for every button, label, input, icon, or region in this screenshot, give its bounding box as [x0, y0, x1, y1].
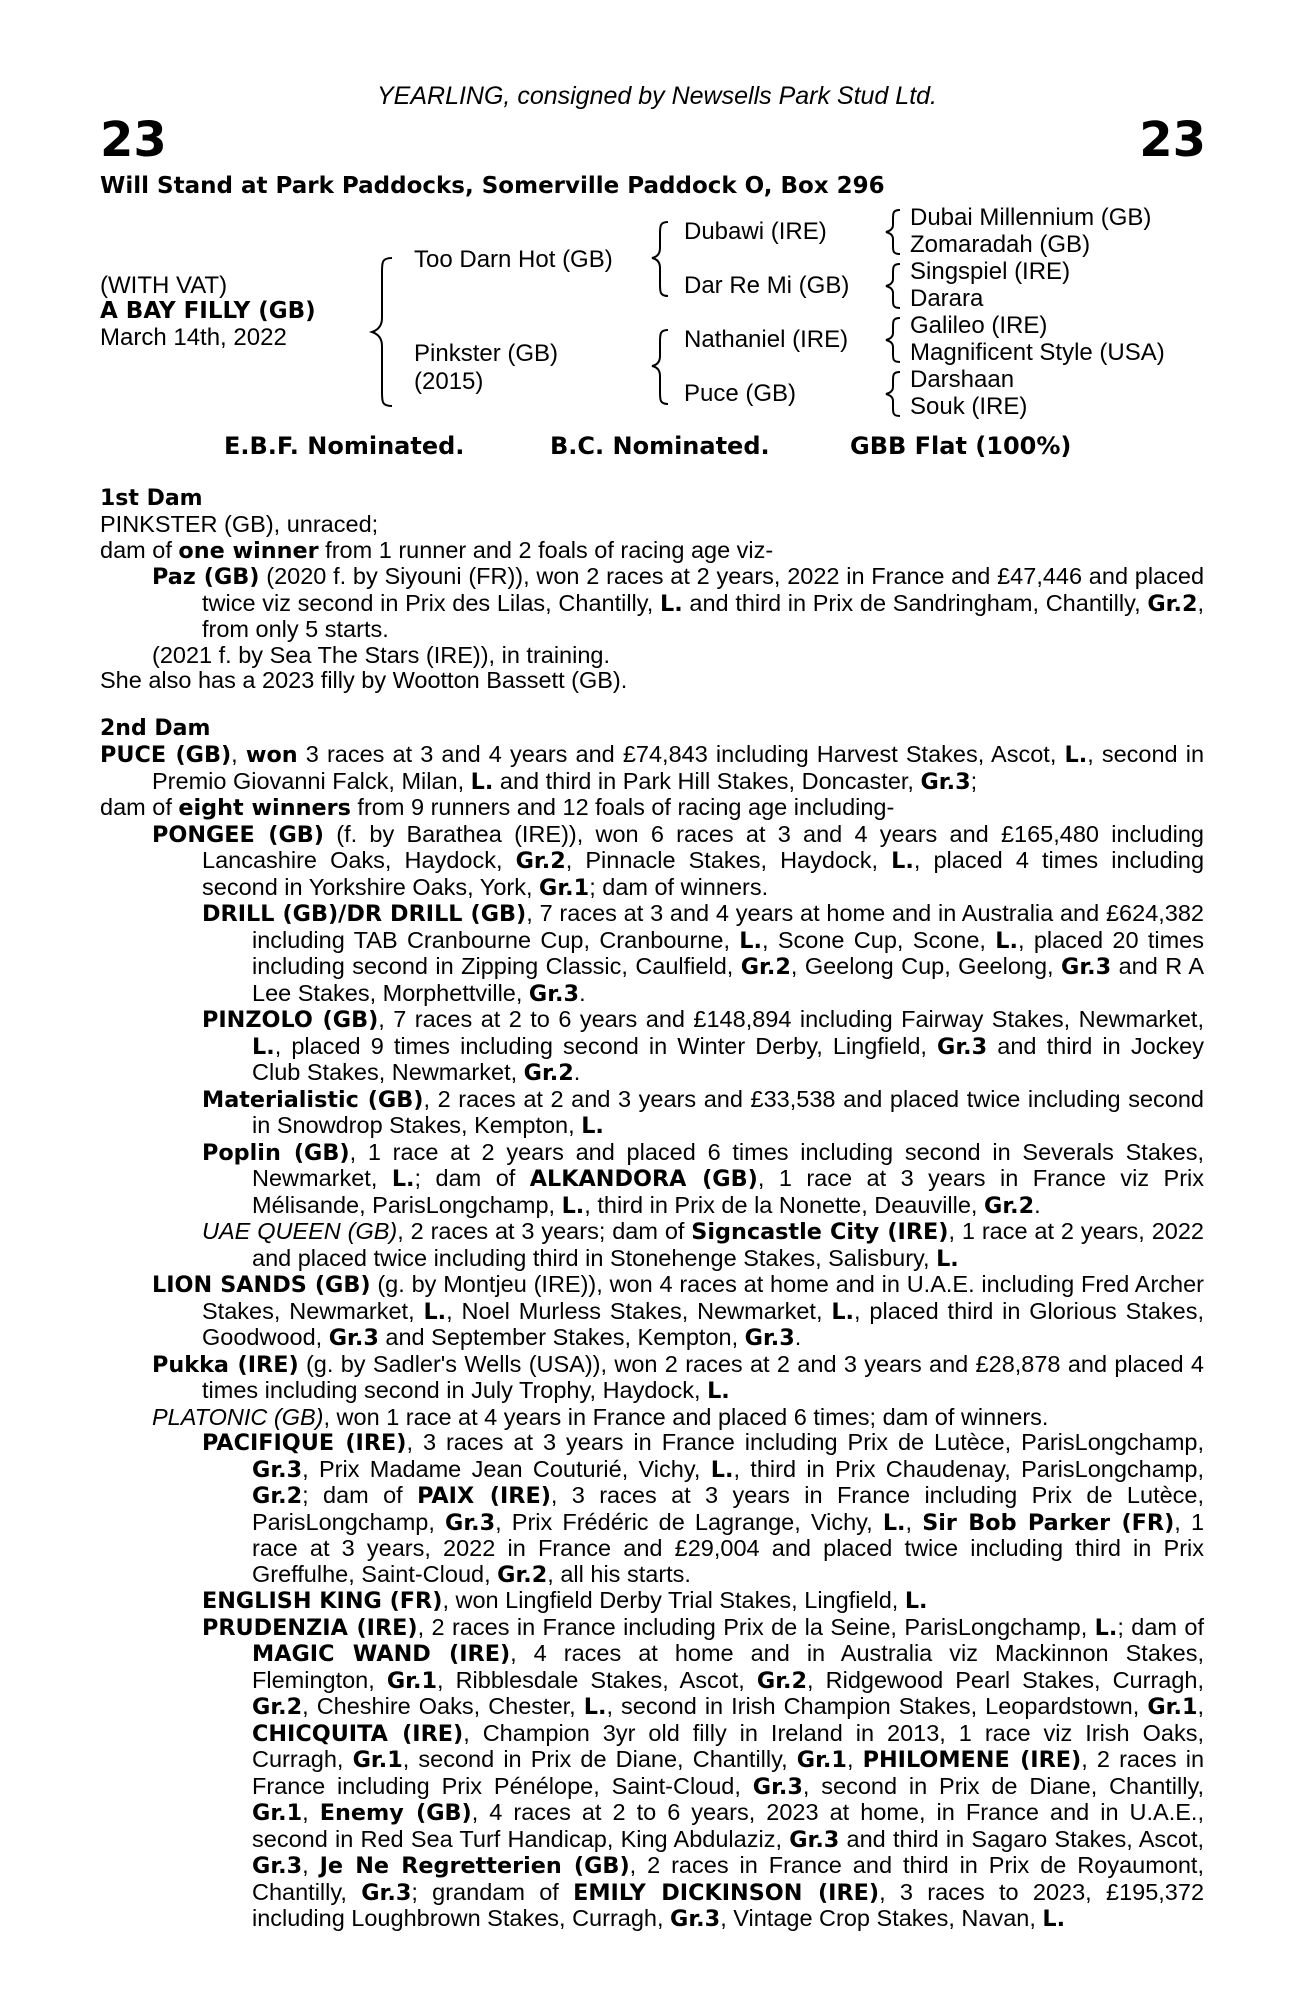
second-dam-heading: 2nd Dam [100, 716, 211, 741]
first-dam-text: PINKSTER (GB), unraced; dam of one winner from 1 runner and 2 foals of racing age viz- Paz (GB) (2020 f. by Siyouni (FR)), won 2 races at 2 years, 2022 in France and £47,446 and placed twice viz second in Prix des Lilas, Chantilly, L. and third in Prix de Sandringham, Chantilly, Gr.2, from only 5 starts. (2021 f. by Sea The Stars (IRE)), in training. She also has a 2023 filly by Wootton Bassett (GB). [100, 511, 1205, 693]
horse-name: A BAY FILLY (GB) [100, 298, 316, 324]
stand-location: Will Stand at Park Paddocks, Somerville Paddock O, Box 296 [100, 173, 885, 199]
ancestor-3: Singspiel (IRE) [910, 258, 1071, 285]
bc-nomination: B.C. Nominated. [550, 432, 770, 460]
dam-sire: Nathaniel (IRE) [684, 326, 849, 353]
dam: Pinkster (GB) [414, 340, 559, 367]
ancestor-2: Zomaradah (GB) [910, 231, 1091, 258]
ancestor-6: Magnificent Style (USA) [910, 339, 1165, 366]
dam-dam: Puce (GB) [684, 380, 797, 407]
vat-label: (WITH VAT) [100, 272, 228, 299]
dam-year: (2015) [414, 368, 484, 395]
sire-dam: Dar Re Mi (GB) [684, 272, 850, 299]
gbb-flat: GBB Flat (100%) [850, 432, 1072, 460]
sire-sire: Dubawi (IRE) [684, 218, 827, 245]
second-dam-text: PUCE (GB), won 3 races at 3 and 4 years and £74,843 including Harvest Stakes, Ascot, L., second in Premio Giovanni Falck, Milan, L. and third in Park Hill Stakes, Doncaster, Gr.3; dam of eight winners from 9 runners and 12 foals of racing age including- PONGEE (GB) (f. by Barathea (IRE)), won 6 races at 3 and 4 years and £165,480 including Lancashire Oaks, Haydock, Gr.2, Pinnacle Stakes, Haydock, L., placed 4 times including second in Yorkshire Oaks, York, Gr.1; dam of winners. DRILL (GB)/DR DRILL (GB), 7 races at 3 and 4 years at home and in Australia and £624,382 including TAB Cranbourne Cup, Cranbourne, L., Scone Cup, Scone, L., placed 20 times including second in Zipping Classic, Caulfield, Gr.2, Geelong Cup, Geelong, Gr.3 and R A Lee Stakes, Morphettville, Gr.3. PINZOLO (GB), 7 races at 2 to 6 years and £148,894 including Fairway Stakes, Newmarket, L., placed 9 times including second in Winter Derby, Lingfield, Gr.3 and third in Jockey Club Stakes, Newmarket, Gr.2. Materialistic (GB), 2 races at 2 and 3 years and £33,538 and placed twice including second in Snowdrop Stakes, Kempton, L. Poplin (GB), 1 race at 2 years and placed 6 times including second in Severals Stakes, Newmarket, L.; dam of ALKANDORA (GB), 1 race at 3 years in France viz Prix Mélisande, ParisLongchamp, L., third in Prix de la Nonette, Deauville, Gr.2. UAE QUEEN (GB), 2 races at 3 years; dam of Signcastle City (IRE), 1 race at 2 years, 2022 and placed twice including third in Stonehenge Stakes, Salisbury, L. LION SANDS (GB) (g. by Montjeu (IRE)), won 4 races at home and in U.A.E. including Fred Archer Stakes, Newmarket, L., Noel Murless Stakes, Newmarket, L., placed third in Glorious Stakes, Goodwood, Gr.3 and September Stakes, Kempton, Gr.3. Pukka (IRE) (g. by Sadler's Wells (USA)), won 2 races at 2 and 3 years and £28,878 and placed 4 times including second in July Trophy, Haydock, L. PLATONIC (GB), won 1 race at 4 years in France and placed 6 times; dam of winners. PACIFIQUE (IRE), 3 races at 3 years in France including Prix de Lutèce, ParisLongchamp, Gr.3, Prix Madame Jean Couturié, Vichy, L., third in Prix Chaudenay, ParisLongchamp, Gr.2; dam of PAIX (IRE), 3 races at 3 years in France including Prix de Lutèce, ParisLongchamp, Gr.3, Prix Frédéric de Lagrange, Vichy, L., Sir Bob Parker (FR), 1 race at 3 years, 2022 in France and £29,004 and placed twice including third in Prix Greffulhe, Saint-Cloud, Gr.2, all his starts. ENGLISH KING (FR), won Lingfield Derby Trial Stakes, Lingfield, L. PRUDENZIA (IRE), 2 races in France including Prix de la Seine, ParisLongchamp, L.; dam of MAGIC WAND (IRE), 4 races at home and in Australia viz Mackinnon Stakes, Flemington, Gr.1, Ribblesdale Stakes, Ascot, Gr.2, Ridgewood Pearl Stakes, Curragh, Gr.2, Cheshire Oaks, Chester, L., second in Irish Champion Stakes, Leopardstown, Gr.1, CHICQUITA (IRE), Champion 3yr old filly in Ireland in 2013, 1 race viz Irish Oaks, Curragh, Gr.1, second in Prix de Diane, Chantilly, Gr.1, PHILOMENE (IRE), 2 races in France including Prix Pénélope, Saint-Cloud, Gr.3, second in Prix de Diane, Chantilly, Gr.1, Enemy (GB), 4 races at 2 to 6 years, 2023 at home, in France and in U.A.E., second in Red Sea Turf Handicap, King Abdulaziz, Gr.3 and third in Sagaro Stakes, Ascot, Gr.3, Je Ne Regretterien (GB), 2 races in France and third in Prix de Royaumont, Chantilly, Gr.3; grandam of EMILY DICKINSON (IRE), 3 races to 2023, £195,372 including Loughbrown Stakes, Curragh, Gr.3, Vintage Crop Stakes, Navan, L. [100, 741, 1205, 1932]
ancestor-7: Darshaan [910, 366, 1015, 393]
foaled-date: March 14th, 2022 [100, 324, 287, 351]
first-dam-heading: 1st Dam [100, 486, 203, 511]
lot-number-right: 23 [1139, 112, 1206, 168]
catalogue-header: YEARLING, consigned by Newsells Park Stud Ltd. [377, 82, 937, 110]
ancestor-5: Galileo (IRE) [910, 312, 1048, 339]
ancestor-1: Dubai Millennium (GB) [910, 204, 1152, 231]
sire: Too Darn Hot (GB) [414, 246, 613, 273]
lot-number-left: 23 [100, 112, 167, 168]
ancestor-4: Darara [910, 285, 984, 312]
ebf-nomination: E.B.F. Nominated. [224, 432, 465, 460]
ancestor-8: Souk (IRE) [910, 393, 1028, 420]
